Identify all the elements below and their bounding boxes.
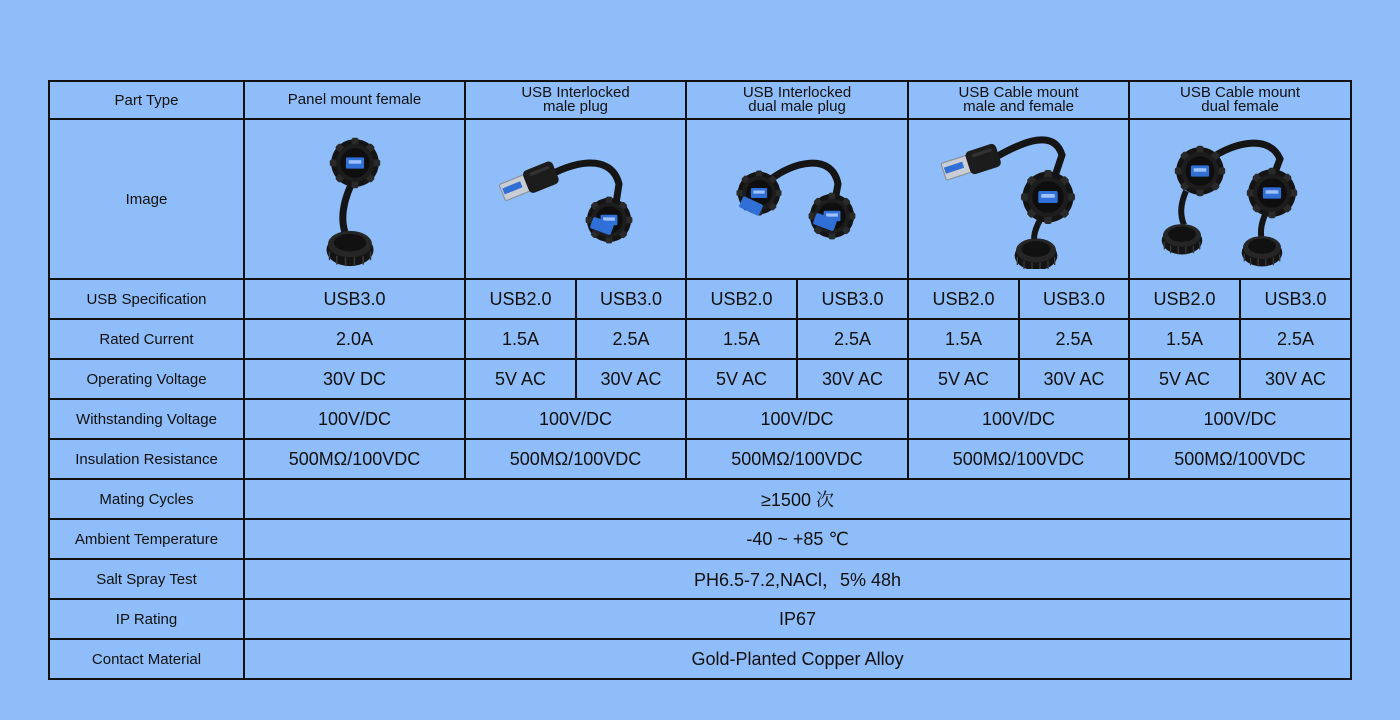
salt-spray-label: Salt Spray Test — [49, 559, 244, 599]
rated-current-value: 2.5A — [576, 319, 686, 359]
header-cable-mount-male-female — [908, 81, 1129, 119]
mating-cycles-value: ≥1500 次 — [244, 479, 1351, 519]
header-panel-mount-female — [244, 81, 465, 119]
operating-voltage-label: Operating Voltage — [49, 359, 244, 399]
header-line: USB Interlocked — [742, 84, 852, 101]
withstanding-voltage-label: Withstanding Voltage — [49, 399, 244, 439]
ip-rating-label: IP Rating — [49, 599, 244, 639]
rated-current-value: 2.5A — [1019, 319, 1129, 359]
part-type-label: Part Type — [49, 81, 244, 119]
operating-voltage-value: 5V AC — [465, 359, 576, 399]
salt-spray-value: PH6.5-7.2,NACl，5% 48h — [244, 559, 1351, 599]
insulation-resistance-row — [49, 439, 1351, 479]
usb-spec-value: USB2.0 — [1129, 279, 1240, 319]
rated-current-value: 2.5A — [1240, 319, 1351, 359]
operating-voltage-value: 5V AC — [908, 359, 1019, 399]
usb-spec-value: USB3.0 — [797, 279, 908, 319]
usb-spec-value: USB2.0 — [908, 279, 1019, 319]
operating-voltage-value: 30V AC — [1019, 359, 1129, 399]
salt-spray-row — [49, 559, 1351, 599]
usb-spec-value: USB3.0 — [1240, 279, 1351, 319]
usb-spec-value: USB2.0 — [686, 279, 797, 319]
mating-cycles-label: Mating Cycles — [49, 479, 244, 519]
rated-current-value: 1.5A — [686, 319, 797, 359]
operating-voltage-value: 5V AC — [686, 359, 797, 399]
rated-current-label: Rated Current — [49, 319, 244, 359]
mating-cycles-row — [49, 479, 1351, 519]
operating-voltage-value: 30V DC — [244, 359, 465, 399]
rated-current-value: 2.0A — [244, 319, 465, 359]
insulation-resistance-value: 500MΩ/100VDC — [465, 439, 686, 479]
ambient-temperature-label: Ambient Temperature — [49, 519, 244, 559]
interlocked-dual-male-plug-cable-icon — [712, 144, 882, 254]
operating-voltage-row — [49, 359, 1351, 399]
header-line: Panel mount female — [287, 91, 422, 108]
cable-mount-male-female-image — [908, 119, 1129, 279]
cable-mount-dual-female-icon — [1150, 129, 1330, 269]
ambient-temperature-value: -40 ~ +85 ℃ — [244, 519, 1351, 559]
insulation-resistance-value: 500MΩ/100VDC — [1129, 439, 1351, 479]
operating-voltage-value: 5V AC — [1129, 359, 1240, 399]
insulation-resistance-value: 500MΩ/100VDC — [244, 439, 465, 479]
insulation-resistance-value: 500MΩ/100VDC — [908, 439, 1129, 479]
rated-current-value: 1.5A — [908, 319, 1019, 359]
image-label: Image — [49, 119, 244, 279]
rated-current-value: 1.5A — [1129, 319, 1240, 359]
operating-voltage-value: 30V AC — [576, 359, 686, 399]
rated-current-value: 2.5A — [797, 319, 908, 359]
contact-material-row — [49, 639, 1351, 679]
header-cable-mount-dual-female — [1129, 81, 1351, 119]
interlocked-male-plug-cable-icon — [491, 144, 661, 254]
header-line: dual male plug — [748, 98, 846, 115]
insulation-resistance-value: 500MΩ/100VDC — [686, 439, 908, 479]
contact-material-value: Gold-Planted Copper Alloy — [244, 639, 1351, 679]
usb-spec-value: USB2.0 — [465, 279, 576, 319]
header-interlocked-male-plug — [465, 81, 686, 119]
usb-spec-row — [49, 279, 1351, 319]
withstanding-voltage-value: 100V/DC — [465, 399, 686, 439]
withstanding-voltage-row — [49, 399, 1351, 439]
usb-spec-value: USB3.0 — [576, 279, 686, 319]
operating-voltage-value: 30V AC — [1240, 359, 1351, 399]
header-line: USB Interlocked — [521, 84, 630, 101]
withstanding-voltage-value: 100V/DC — [686, 399, 908, 439]
header-line: USB Cable mount — [1180, 84, 1301, 101]
usb-spec-value: USB3.0 — [244, 279, 465, 319]
rated-current-row — [49, 319, 1351, 359]
header-line: USB Cable mount — [958, 84, 1079, 101]
operating-voltage-value: 30V AC — [797, 359, 908, 399]
withstanding-voltage-value: 100V/DC — [908, 399, 1129, 439]
withstanding-voltage-value: 100V/DC — [1129, 399, 1351, 439]
panel-mount-female-connector-icon — [295, 129, 415, 269]
cable-mount-male-female-icon — [934, 129, 1104, 269]
interlocked-male-plug-image — [465, 119, 686, 279]
panel-mount-female-image — [244, 119, 465, 279]
image-row — [49, 119, 1351, 279]
header-row — [49, 81, 1351, 119]
header-interlocked-dual-male-plug — [686, 81, 908, 119]
insulation-resistance-label: Insulation Resistance — [49, 439, 244, 479]
header-line: dual female — [1201, 98, 1279, 115]
interlocked-dual-male-plug-image — [686, 119, 908, 279]
usb-spec-value: USB3.0 — [1019, 279, 1129, 319]
ambient-temperature-row — [49, 519, 1351, 559]
header-line: male and female — [963, 98, 1074, 115]
cable-mount-dual-female-image — [1129, 119, 1351, 279]
rated-current-value: 1.5A — [465, 319, 576, 359]
header-line: male plug — [542, 98, 609, 115]
contact-material-label: Contact Material — [49, 639, 244, 679]
usb-spec-label: USB Specification — [49, 279, 244, 319]
withstanding-voltage-value: 100V/DC — [244, 399, 465, 439]
spec-table — [48, 80, 1352, 680]
ip-rating-value: IP67 — [244, 599, 1351, 639]
ip-rating-row — [49, 599, 1351, 639]
